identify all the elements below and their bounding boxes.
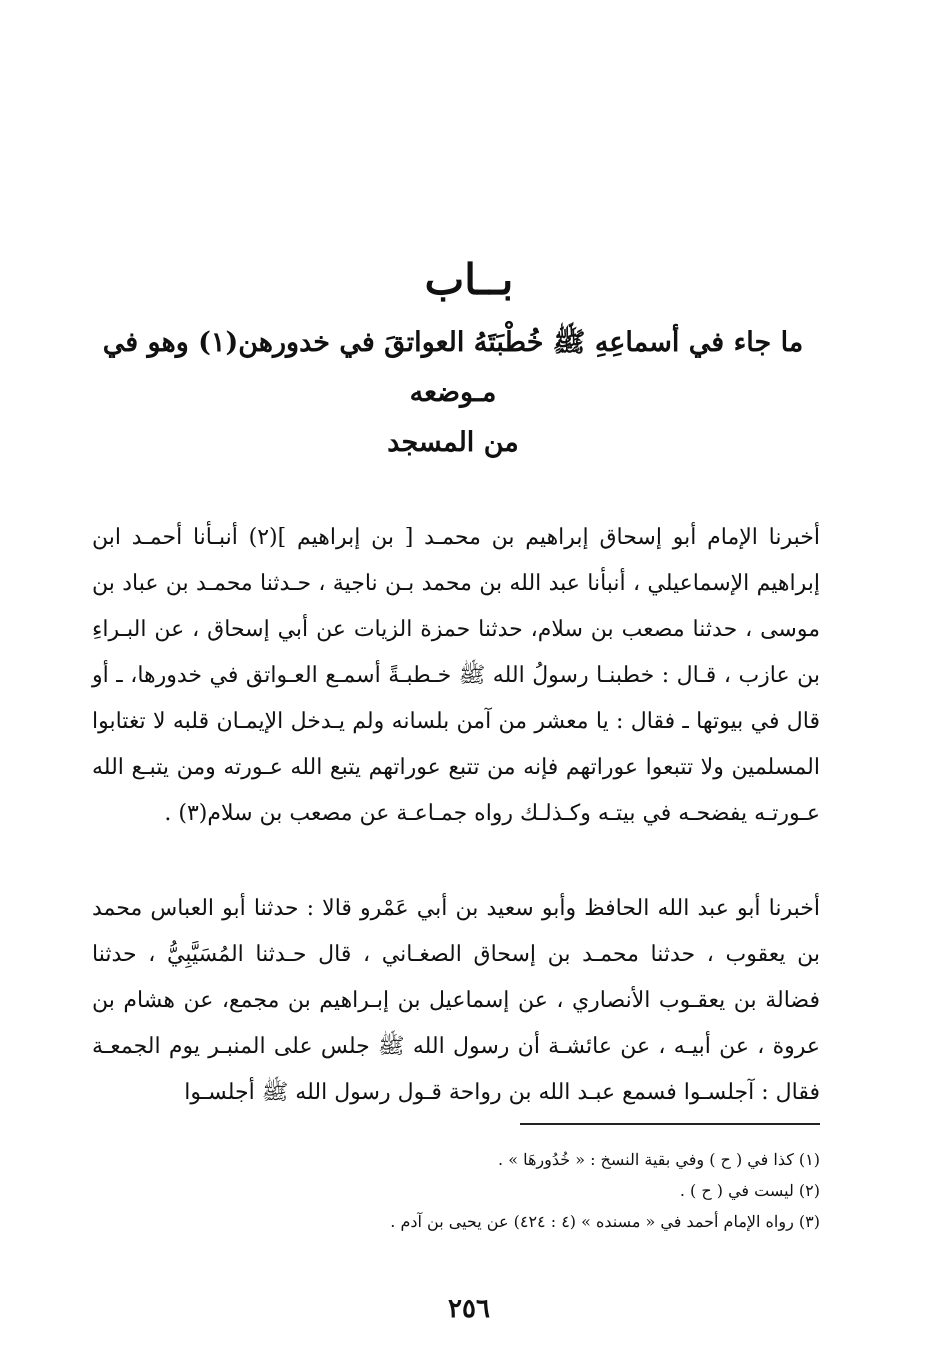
footnotes <box>92 1144 820 1237</box>
footnote-3: (٣) رواه الإمام أحمد في « مسنده » (٤ : ٤٢٤) عن يحيى بن آدم . <box>390 1212 820 1231</box>
footnote-2: (٢) ليست في ( ح ) . <box>679 1181 820 1200</box>
chapter-title-line-2: من المسجد <box>387 427 519 458</box>
chapter-heading: بــاب <box>424 255 514 304</box>
footnote-divider <box>520 1123 820 1125</box>
paragraph-2: أخبرنا أبو عبد الله الحافظ وأبو سعيد بن أبي عَمْرو قالا : حدثنا أبو العباس محمد بن يعقوب ، حدثنا محمـد بن إسحاق الصغـاني ، قال حـدثنا المُسَيَّبِيُّ ، حدثنا فضالة بن يعقـوب الأنصاري ، عن إسماعيل بن إبـراهيم بن مجمع، عن هشام بن عروة ، عن أبيـه ، عن عائشـة أن رسول الله ﷺ جلس على المنبـر يوم الجمعـة فقال : آجلسـوا فسمع عبـد الله بن رواحة قـول رسول الله ﷺ أجلسـوا <box>92 896 820 1105</box>
paragraph-1: أخبرنا الإمام أبو إسحاق إبراهيم بن محمـد [ بن إبراهيم ](٢) أنبـأنا أحمـد ابن إبراهيم الإسماعيلي ، أنبأنا عبد الله بن محمد بـن ناجية ، حـدثنا محمـد بن عباد بن موسى ، حدثنا مصعب بن سلام، حدثنا حمزة الزيات عن أبي إسحاق ، عن البـراءِ بن عازب ، قـال : خطبنـا رسولُ الله ﷺ خـطبـةً أسمـع العـواتق في خدورها، ـ أو قال في بيوتها ـ فقال : يا معشر من آمن بلسانه ولم يـدخل الإيمـان قلبه لا تغتابوا المسلمين ولا تتبعوا عوراتهم فإنه من تتبع عوراتهم يتبع الله عـورته ومن يتبـع الله عـورتـه يفضحـه في بيتـه وكـذلـك رواه جمـاعـة عن مصعب بن سلام(٣) . <box>92 525 820 826</box>
chapter-title <box>88 318 818 468</box>
footnote-1: (١) كذا في ( ح ) وفي بقية النسخ : « خُدُورهَا » . <box>498 1150 820 1169</box>
chapter-title-line-1: ما جاء في أسماعِهِ ﷺ خُطْبَتَهُ العواتقَ في خدورهن(١) وهو في مـوضعه <box>102 327 804 408</box>
page-number: ٢٥٦ <box>448 1294 490 1324</box>
